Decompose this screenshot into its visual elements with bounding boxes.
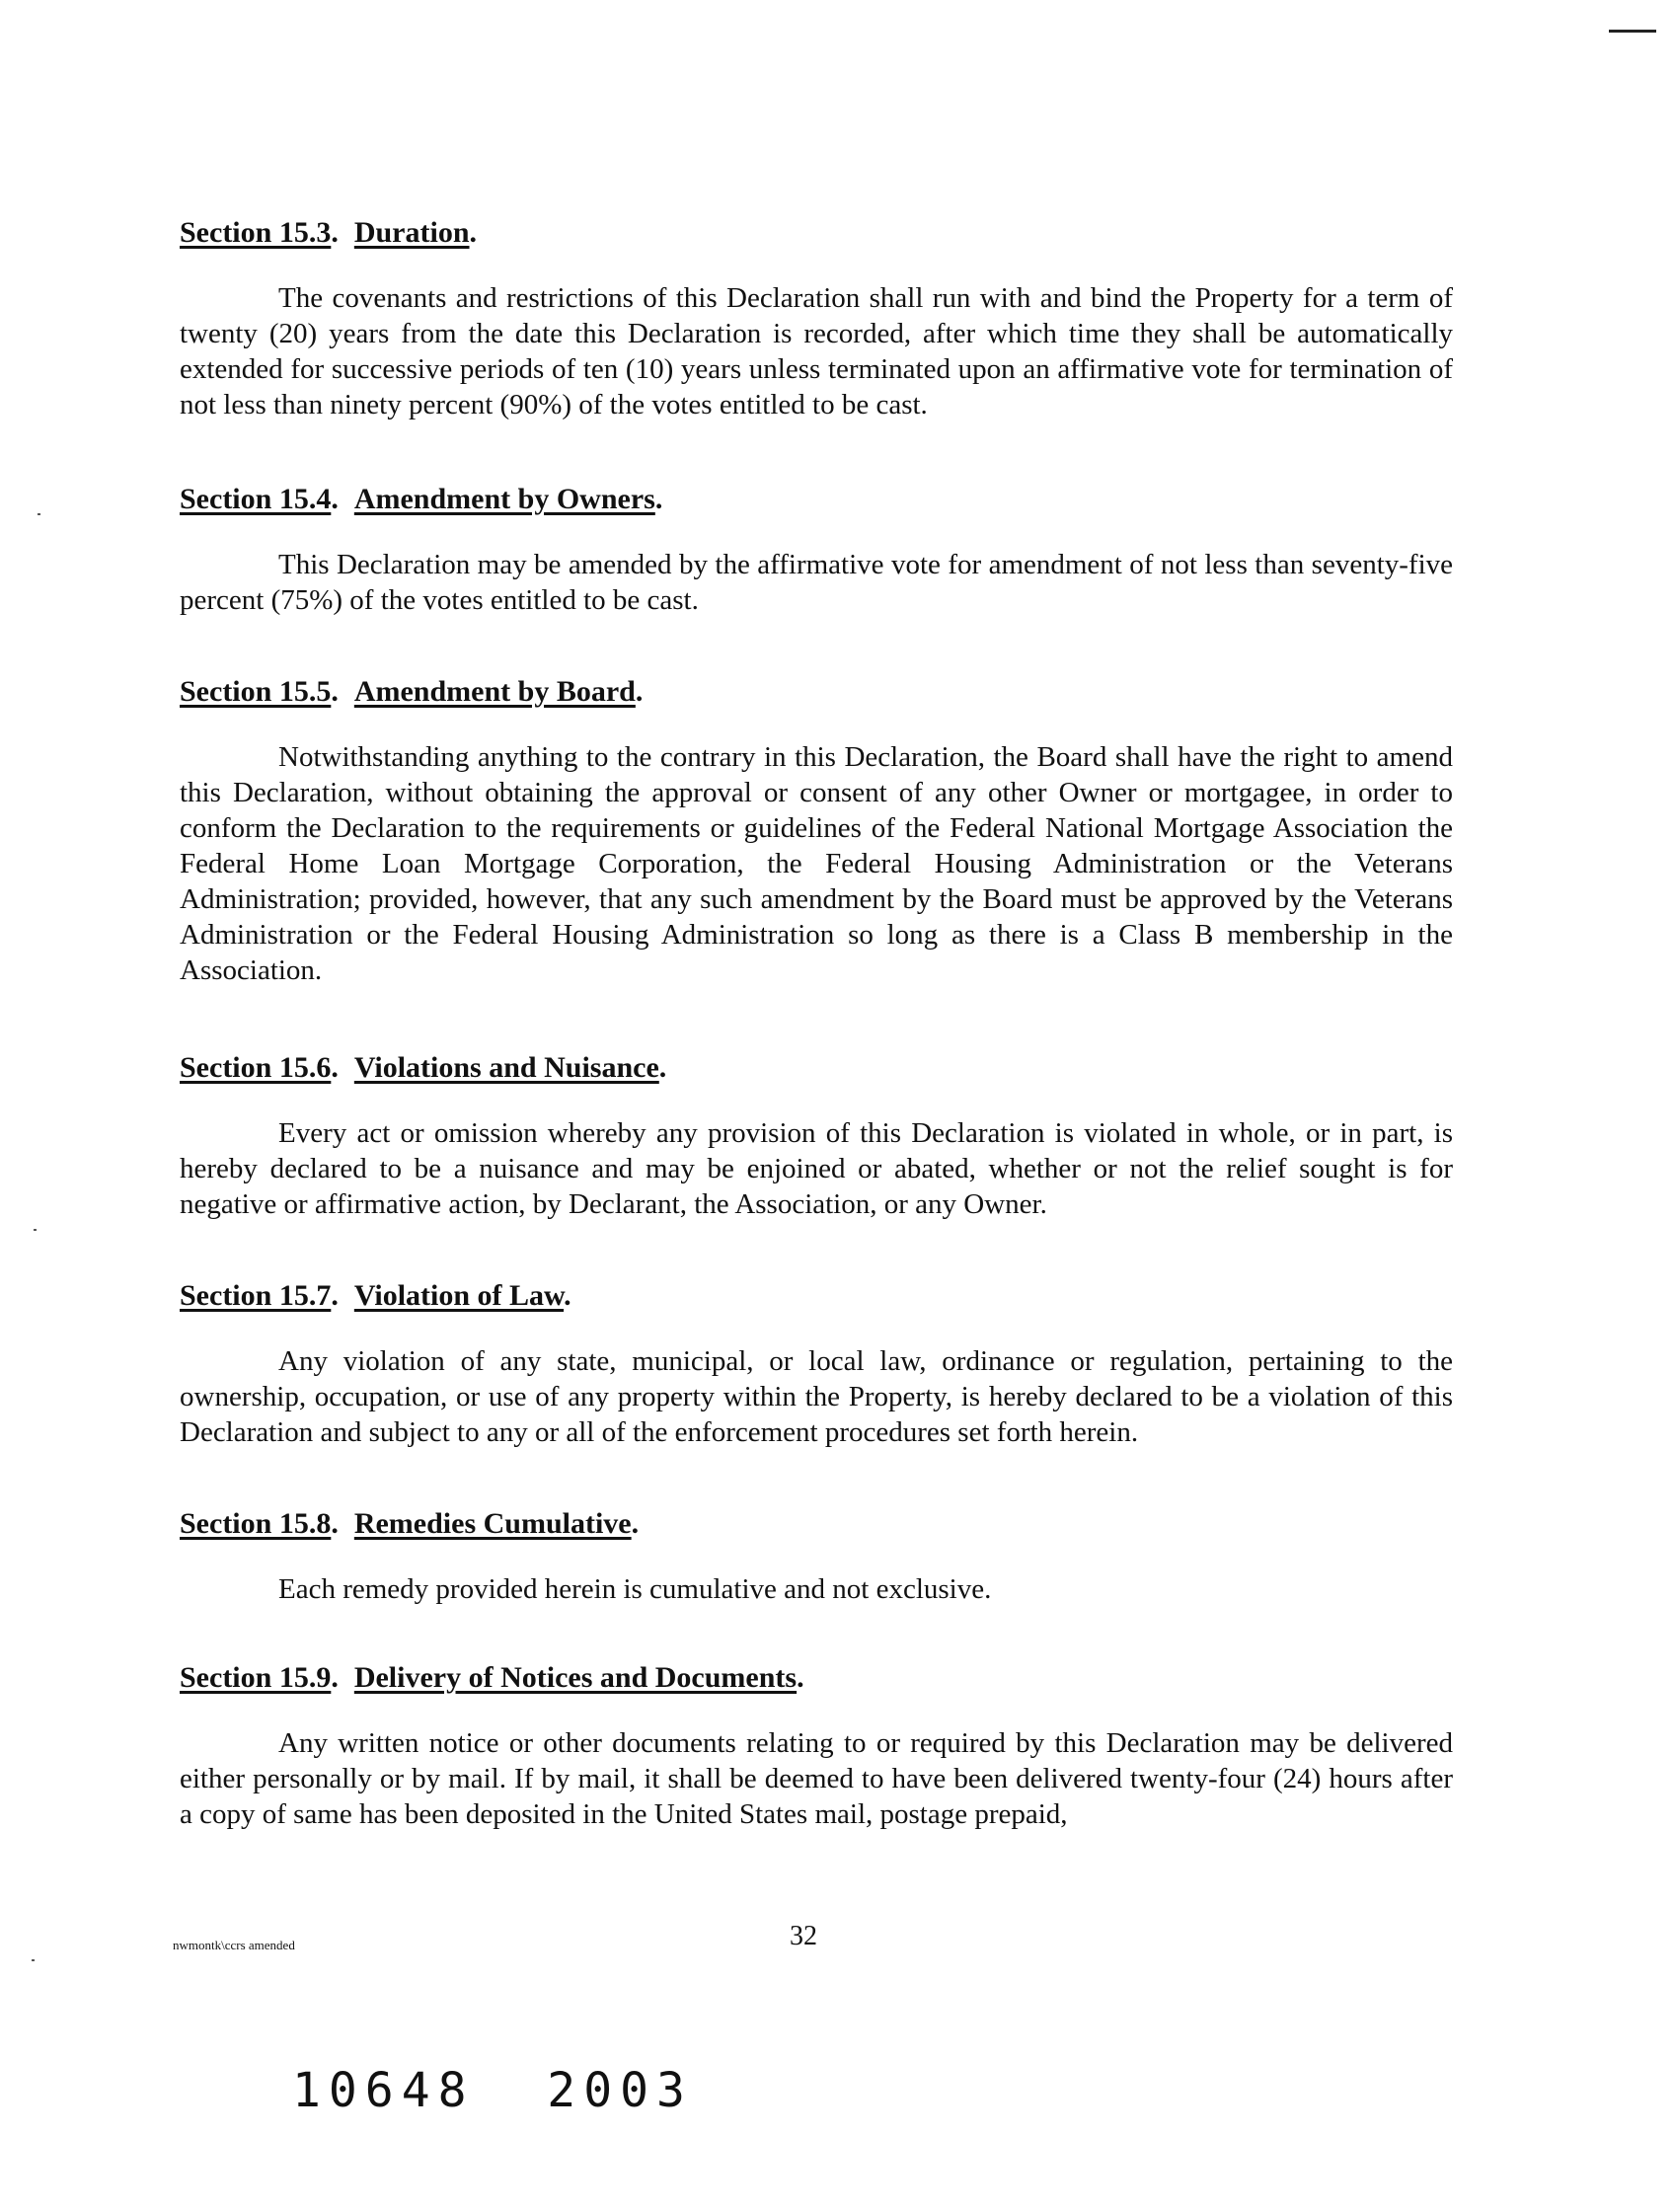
section-number: Section 15.3: [180, 216, 332, 249]
section-body: Notwithstanding anything to the contrary in this Declaration, the Board shall have the right to amend this Declaration, without obtaining the approval or consent of any other Owner or mortgagee, in order to conform the Declaration to the requirements or guidelines of the Federal National Mortgage Association the Federal Home Loan Mortgage Corporation, the Federal Housing Administration or the Veterans Administration; provided, however, that any such amendment by the Board must be approved by the Veterans Administration or the Federal Housing Administration so long as there is a Class B membership in the Association.: [180, 741, 1453, 986]
section-title: Remedies Cumulative: [353, 1507, 632, 1540]
section-15-3: [180, 215, 1453, 422]
scan-speck: [32, 1959, 35, 1961]
section-number: Section 15.4: [180, 483, 332, 515]
section-15-8: [180, 1506, 1453, 1607]
section-heading: Section 15.3. Duration.: [180, 216, 478, 249]
corner-scan-mark: [1609, 30, 1656, 33]
section-title: Amendment by Board: [353, 675, 636, 708]
section-body: Every act or omission whereby any provision of this Declaration is violated in whole, or in part, is hereby declared to be a nuisance and may be enjoined or abated, whether or not the relief sought is for negative or affirmative action, by Declarant, the Association, or any Owner.: [180, 1117, 1453, 1220]
section-body: Any written notice or other documents relating to or required by this Declaration may be delivered either personally or by mail. If by mail, it shall be deemed to have been delivered twenty-four (24) hours after a copy of same has been deposited in the United States mail, postage prepaid,: [180, 1727, 1453, 1830]
section-heading: Section 15.9. Delivery of Notices and Documents.: [180, 1661, 804, 1694]
section-body: Any violation of any state, municipal, or local law, ordinance or regulation, pertaining to the ownership, occupation, or use of any property within the Property, is hereby declared to be a violation of this Declaration and subject to any or all of the enforcement procedures set forth herein.: [180, 1345, 1453, 1448]
recording-stamp: 10648 2003: [292, 2063, 693, 2118]
section-title: Violation of Law: [353, 1279, 565, 1312]
section-title: Duration: [353, 216, 470, 249]
section-15-6: [180, 1050, 1453, 1222]
scan-speck: [34, 1229, 37, 1231]
section-body: The covenants and restrictions of this Declaration shall run with and bind the Property for a term of twenty (20) years from the date this Declaration is recorded, after which time they shall be automatically extended for successive periods of ten (10) years unless terminated upon an affirmative vote for termination of not less than ninety percent (90%) of the votes entitled to be cast.: [180, 282, 1453, 420]
section-15-4: [180, 482, 1453, 618]
section-heading: Section 15.4. Amendment by Owners.: [180, 483, 663, 515]
page-number: 32: [790, 1921, 817, 1951]
section-15-5: [180, 674, 1453, 988]
section-15-9: [180, 1660, 1453, 1832]
section-heading: Section 15.7. Violation of Law.: [180, 1279, 571, 1312]
section-number: Section 15.6: [180, 1051, 332, 1084]
footer-file-reference: nwmontk\ccrs amended: [173, 1938, 295, 1952]
section-title: Violations and Nuisance: [353, 1051, 659, 1084]
section-heading: Section 15.5. Amendment by Board.: [180, 675, 644, 708]
section-heading: Section 15.8. Remedies Cumulative.: [180, 1507, 640, 1540]
section-number: Section 15.9: [180, 1661, 332, 1694]
section-body: Each remedy provided herein is cumulative and not exclusive.: [278, 1573, 992, 1605]
scan-speck: [38, 513, 40, 515]
section-number: Section 15.7: [180, 1279, 332, 1312]
section-number: Section 15.8: [180, 1507, 332, 1540]
section-title: Delivery of Notices and Documents: [353, 1661, 798, 1694]
section-title: Amendment by Owners: [353, 483, 655, 515]
section-body: This Declaration may be amended by the affirmative vote for amendment of not less than seventy-five percent (75%) of the votes entitled to be cast.: [180, 549, 1453, 616]
section-heading: Section 15.6. Violations and Nuisance.: [180, 1051, 667, 1084]
section-15-7: [180, 1278, 1453, 1450]
section-number: Section 15.5: [180, 675, 332, 708]
